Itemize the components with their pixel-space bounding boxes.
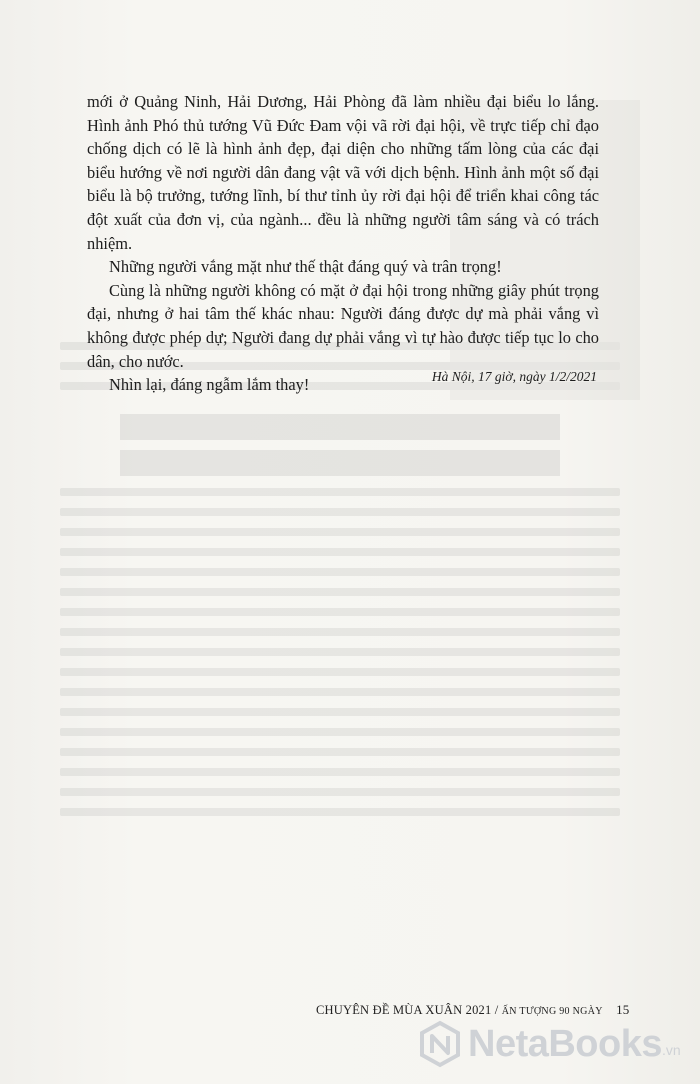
dateline: Hà Nội, 17 giờ, ngày 1/2/2021 [431, 369, 597, 384]
footer-publication: CHUYÊN ĐỀ MÙA XUÂN 2021 / [316, 1003, 499, 1017]
paragraph-4: Nhìn lại, đáng ngẫm lắm thay! [109, 375, 310, 395]
netabooks-logo-icon [418, 1020, 462, 1068]
paragraph-2: Những người vắng mặt như thế thật đáng quý và trân trọng! [109, 257, 502, 277]
page-number: 15 [616, 1002, 630, 1017]
page-footer [316, 1002, 629, 1018]
footer-section: ẤN TƯỢNG 90 NGÀY [501, 1006, 603, 1017]
paragraph-3: Cùng là những người không có mặt ở đại hội trong những giây phút trọng đại, nhưng ở hai tâm thế khác nhau: Người đáng được dự mà phải vắng vì không được phép dự; Người đang dự phải vắng vì tự hào được tiếp tục lo cho dân, cho nước. [87, 280, 599, 371]
paragraph-1: mới ở Quảng Ninh, Hải Dương, Hải Phòng đã làm nhiều đại biểu lo lắng. Hình ảnh Phó thủ tướng Vũ Đức Đam vội vã rời đại hội, về trực tiếp chỉ đạo chống dịch có lẽ là hình ảnh đẹp, đại diện cho những tấm lòng của các đại biểu hướng về nơi người dân đang vật vã với dịch bệnh. Hình ảnh một số đại biểu là bộ trưởng, tướng lĩnh, bí thư tỉnh ủy rời đại hội để triển khai công tác đột xuất của đơn vị, của ngành... đều là những người tâm sáng và có trách nhiệm. [87, 92, 599, 253]
article-body [87, 90, 599, 397]
bleed-through-background [60, 330, 620, 970]
watermark-suffix: .vn [662, 1042, 681, 1058]
watermark [418, 1018, 698, 1070]
watermark-brand: NetaBooks [468, 1022, 662, 1065]
